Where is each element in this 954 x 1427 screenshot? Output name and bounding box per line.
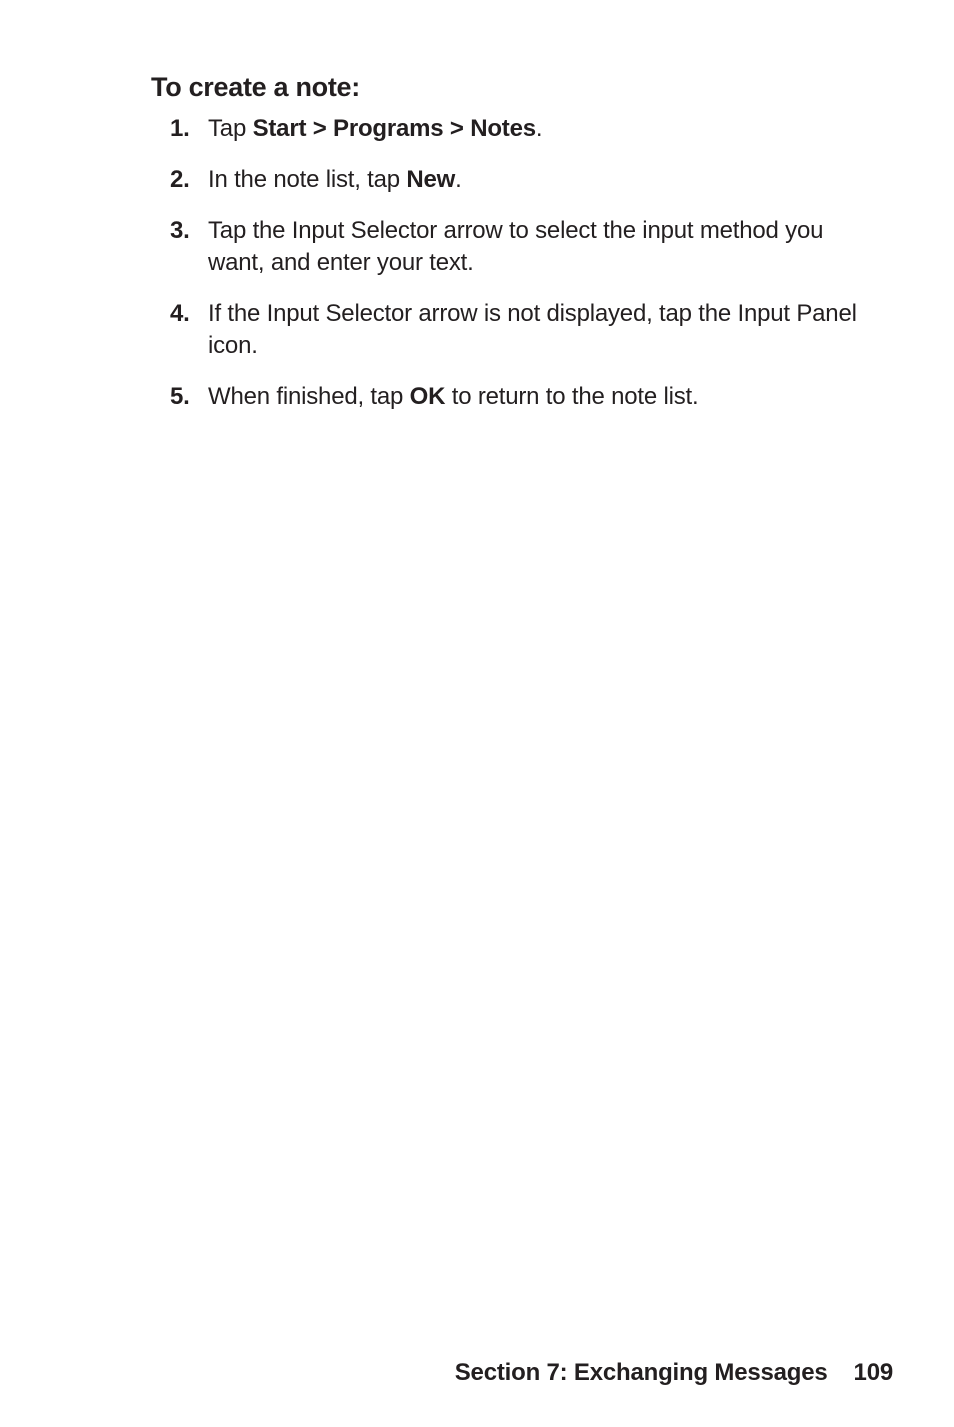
- page-number: 109: [853, 1359, 893, 1386]
- step-text-part: to return to the note list.: [445, 383, 699, 410]
- ok-label: OK: [409, 383, 446, 410]
- step-item: [168, 113, 868, 145]
- step-number: 4.: [170, 300, 190, 327]
- step-text-part: .: [455, 166, 462, 193]
- step-text: Tap the Input Selector arrow to select the input method you want, and enter your text.: [208, 217, 824, 276]
- step-item: [168, 381, 868, 413]
- footer-section-title: Section 7: Exchanging Messages: [454, 1359, 828, 1386]
- step-text-part: .: [535, 115, 543, 142]
- step-item: [168, 164, 868, 196]
- step-number: 2.: [170, 166, 190, 193]
- steps-list: [168, 113, 868, 432]
- step-text-part: Tap: [208, 115, 253, 142]
- step-number: 3.: [170, 217, 190, 244]
- step-item: [168, 298, 868, 362]
- step-text-part: When finished, tap: [208, 383, 410, 410]
- new-label: New: [406, 166, 456, 193]
- step-text: If the Input Selector arrow is not displayed, tap the Input Panel icon.: [208, 300, 857, 359]
- step-number: 1.: [170, 115, 190, 142]
- page-heading: To create a note:: [151, 72, 360, 102]
- step-text: [208, 166, 462, 193]
- step-text: [208, 115, 542, 142]
- step-item: [168, 215, 868, 279]
- step-number: 5.: [170, 383, 190, 410]
- step-text-part: In the note list, tap: [208, 166, 407, 193]
- step-text: [208, 383, 698, 410]
- page-footer: [455, 1357, 893, 1389]
- menu-path: Start > Programs > Notes: [252, 115, 536, 142]
